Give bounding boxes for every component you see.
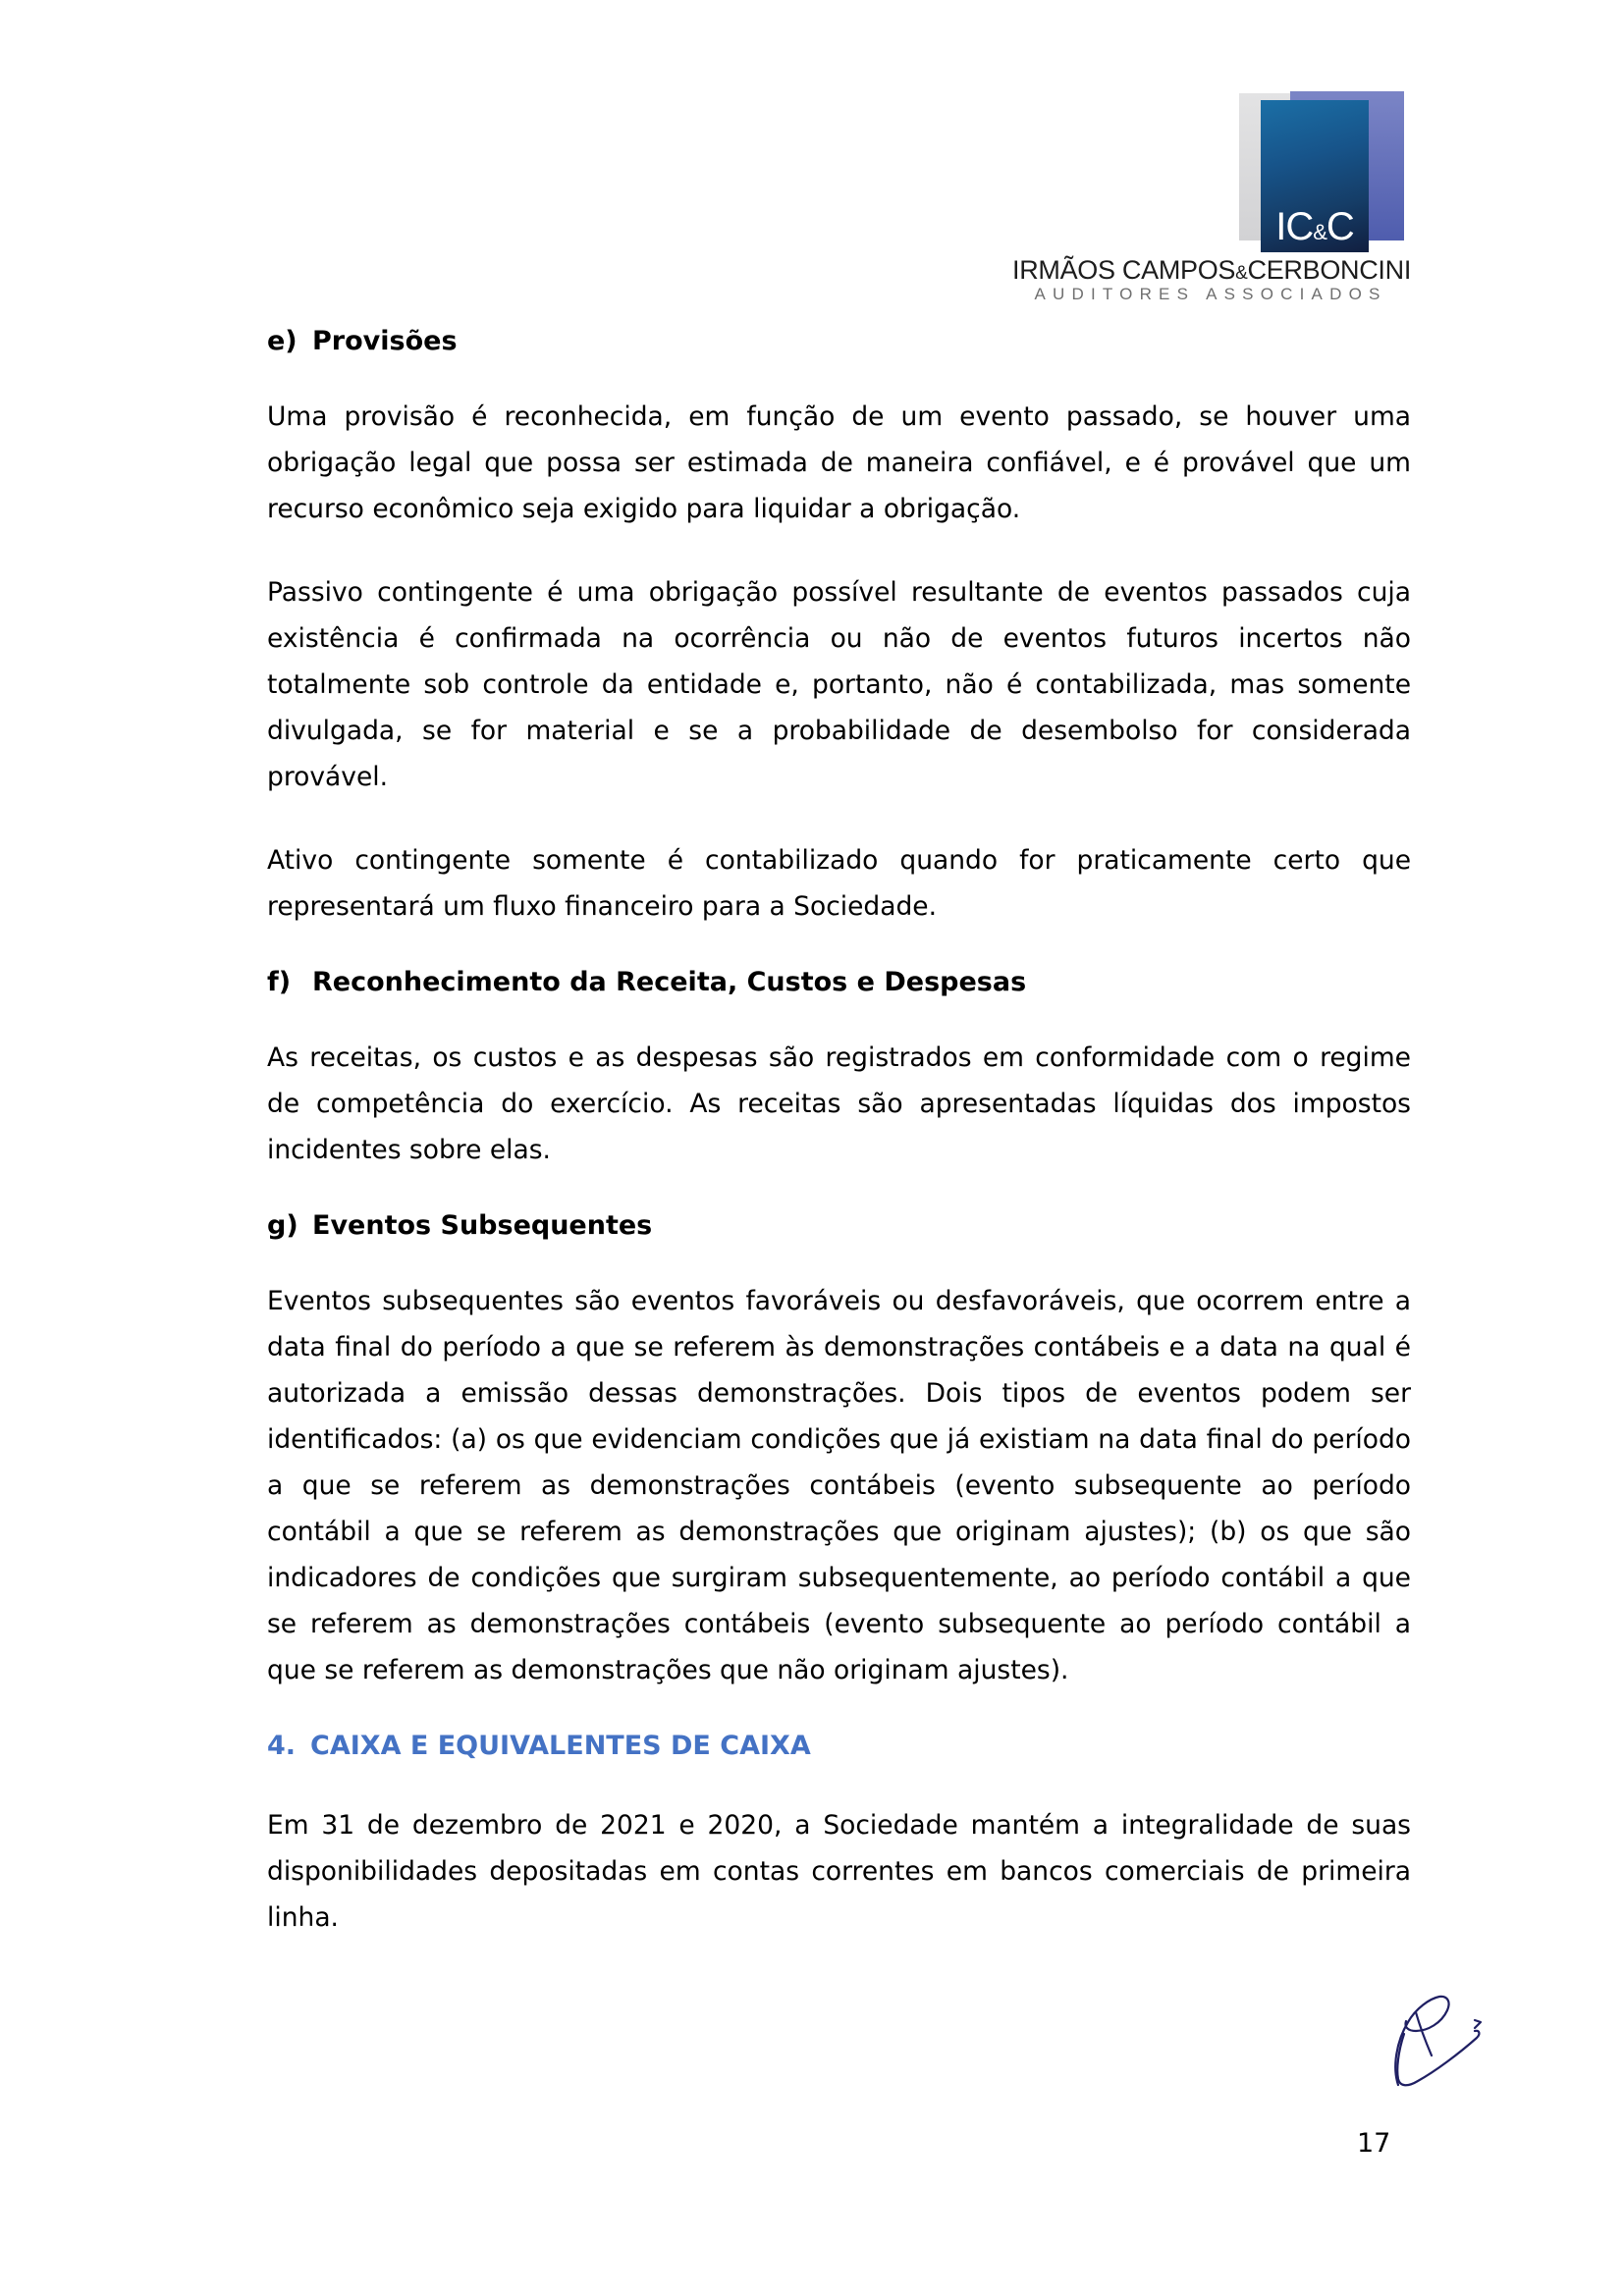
paragraph-e-3: Ativo contingente somente é contabilizado quando for praticamente certo que representará um fluxo financeiro para a Sociedade. xyxy=(267,845,1411,922)
logo-company-name-part2: CERBONCINI xyxy=(1247,255,1412,285)
logo-mark-label xyxy=(1261,207,1369,246)
paragraph-note4-1: Em 31 de dezembro de 2021 e 2020, a Sociedade mantém a integralidade de suas disponibilidades depositadas em contas correntes em bancos comerciais de primeira linha. xyxy=(267,1810,1411,1933)
page-number: 17 xyxy=(1357,2128,1391,2159)
logo-company-name-part1: IRMÃOS CAMPOS xyxy=(1012,255,1236,285)
heading-title-e: Provisões xyxy=(312,326,458,356)
logo-company-name xyxy=(1012,255,1412,286)
heading-marker-e: e) xyxy=(267,326,298,356)
logo-front-gradient-rect xyxy=(1261,100,1369,252)
section-heading-note-4 xyxy=(267,1731,1411,1761)
company-logo xyxy=(1012,86,1412,312)
paragraph-f-1: As receitas, os custos e as despesas são registrados em conformidade com o regime de competência do exercício. As receitas são apresentadas líquidas dos impostos incidentes sobre elas. xyxy=(267,1042,1411,1165)
logo-mark-ampersand: & xyxy=(1313,220,1326,244)
logo-company-name-ampersand: & xyxy=(1235,263,1248,284)
heading-item-f xyxy=(267,967,1411,997)
signature-icon xyxy=(1343,1983,1530,2130)
logo-mark-c: C xyxy=(1326,205,1354,248)
heading-item-g xyxy=(267,1210,1411,1241)
logo-mark-ic: IC xyxy=(1275,205,1314,248)
logo-mark-icon xyxy=(1233,86,1420,255)
heading-title-g: Eventos Subsequentes xyxy=(312,1210,653,1241)
heading-marker-g: g) xyxy=(267,1210,298,1241)
handwritten-signature xyxy=(1343,1983,1530,2130)
document-content xyxy=(267,326,1411,1978)
section-title-4: CAIXA E EQUIVALENTES DE CAIXA xyxy=(310,1731,811,1761)
heading-title-f: Reconhecimento da Receita, Custos e Despesas xyxy=(312,967,1027,997)
paragraph-g-1: Eventos subsequentes são eventos favoráveis ou desfavoráveis, que ocorrem entre a data final do período a que se referem às demonstrações contábeis e a data na qual é autorizada a emissão dessas demonstrações. Dois tipos de eventos podem ser identificados: (a) os que evidenciam condições que já existiam na data final do período a que se referem as demonstrações contábeis (evento subsequente ao período contábil a que se referem as demonstrações que originam ajustes); (b) os que são indicadores de condições que surgiram subsequentemente, ao período contábil a que se referem as demonstrações contábeis (evento subsequente ao período contábil a que se referem as demonstrações que não originam ajustes). xyxy=(267,1286,1411,1685)
paragraph-e-2: Passivo contingente é uma obrigação possível resultante de eventos passados cuja existência é confirmada na ocorrência ou não de eventos futuros incertos não totalmente sob controle da entidade e, portanto, não é contabilizada, mas somente divulgada, se for material e se a probabilidade de desembolso for considerada provável. xyxy=(267,577,1411,792)
paragraph-e-1: Uma provisão é reconhecida, em função de um evento passado, se houver uma obrigação legal que possa ser estimada de maneira confiável, e é provável que um recurso econômico seja exigido para liquidar a obrigação. xyxy=(267,401,1411,524)
heading-item-e xyxy=(267,326,1411,356)
logo-tagline: AUDITORES ASSOCIADOS xyxy=(1034,285,1387,303)
heading-marker-f: f) xyxy=(267,967,292,997)
section-number-4: 4. xyxy=(267,1731,297,1761)
